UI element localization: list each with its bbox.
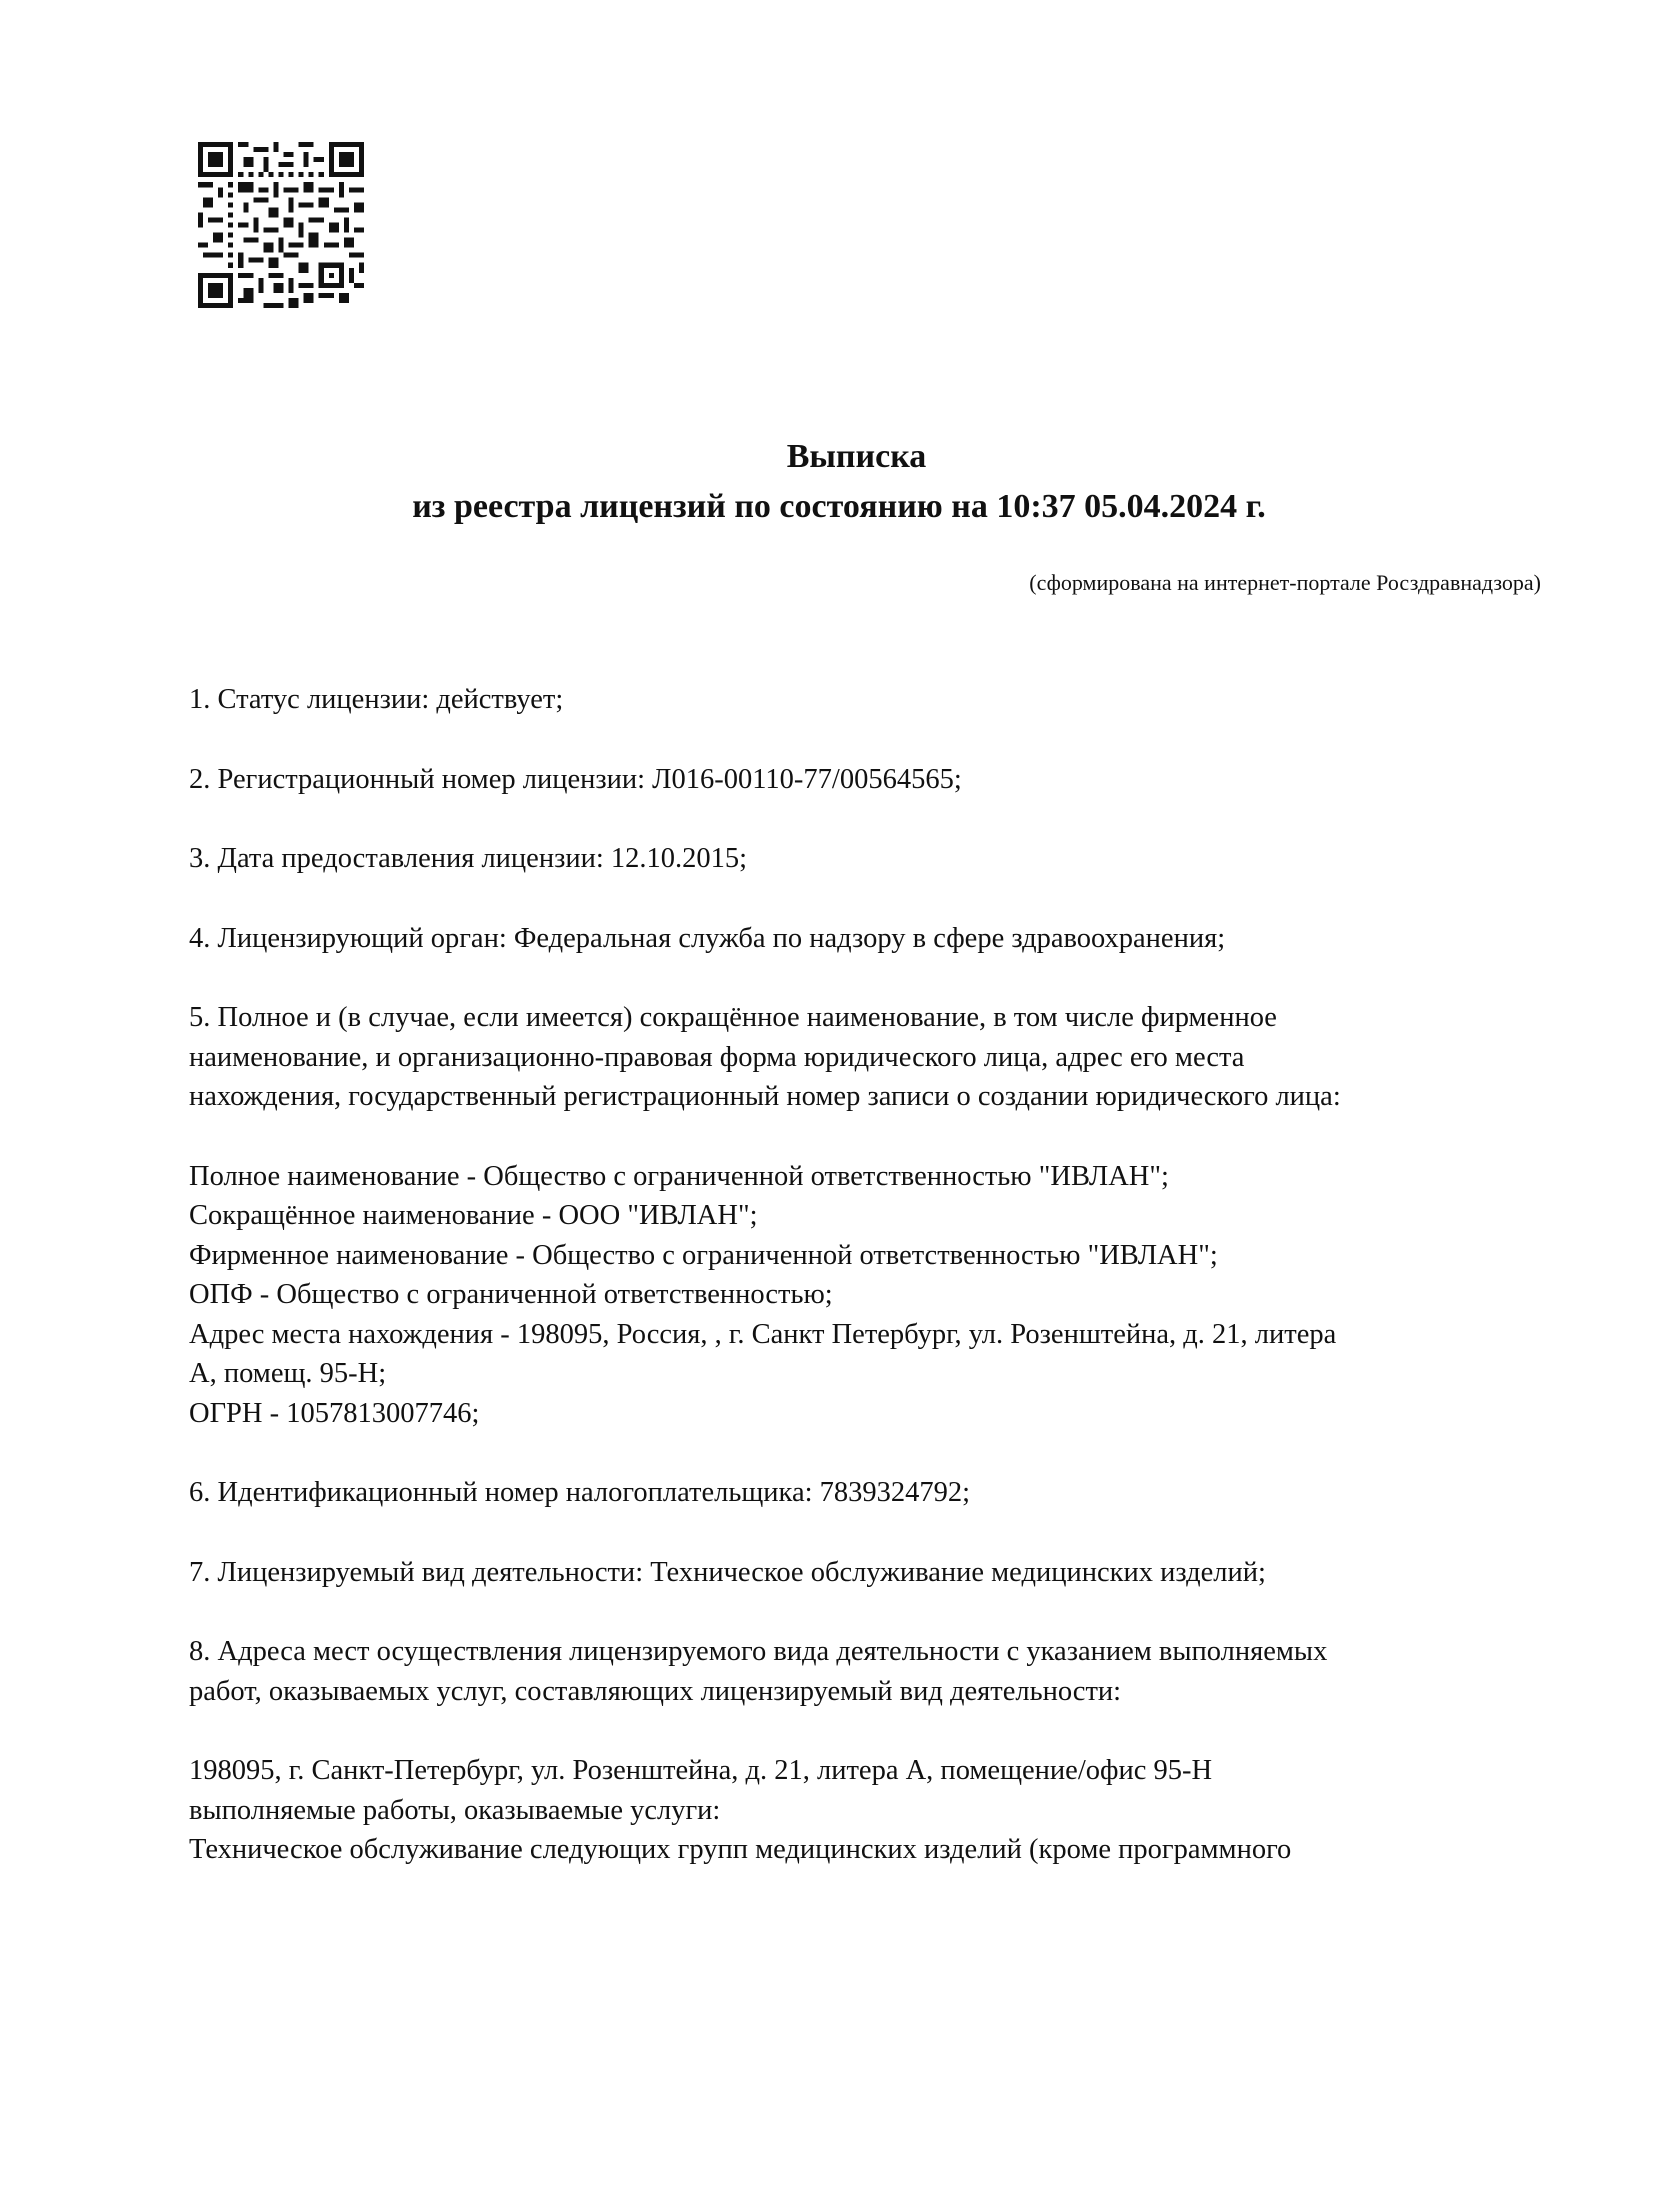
license-authority: 4. Лицензирующий орган: Федеральная служба по надзору в сфере здравоохранения;: [189, 922, 1226, 954]
source-note: (сформирована на интернет-портале Росздравнадзора): [1029, 570, 1541, 595]
org-legal-form: ОПФ - Общество с ограниченной ответственностью;: [189, 1279, 833, 1310]
org-heading-line-2: наименование, и организационно-правовая форма юридического лица, адрес его места: [189, 1041, 1245, 1073]
license-activity: 7. Лицензируемый вид деятельности: Техническое обслуживание медицинских изделий;: [189, 1556, 1266, 1588]
activity-works-text: Техническое обслуживание следующих групп медицинских изделий (кроме программного: [189, 1834, 1292, 1865]
document-title: Выписка: [786, 438, 927, 475]
document-subtitle: из реестра лицензий по состоянию на 10:37 05.04.2024 г.: [412, 488, 1266, 525]
org-short-name: Сокращённое наименование - ООО "ИВЛАН";: [189, 1200, 758, 1231]
document-title-block: [0, 432, 1653, 532]
license-reg-number: 2. Регистрационный номер лицензии: Л016-00110-77/00564565;: [189, 763, 962, 795]
org-heading-line-3: нахождения, государственный регистрационный номер записи о создании юридического лица:: [189, 1081, 1341, 1112]
qr-code-icon: [198, 142, 364, 308]
addresses-heading-line-2: работ, оказываемых услуг, составляющих лицензируемый вид деятельности:: [189, 1675, 1122, 1707]
org-ogrn: ОГРН - 1057813007746;: [189, 1397, 480, 1429]
activity-address: 198095, г. Санкт-Петербург, ул. Розенштейна, д. 21, литера А, помещение/офис 95-Н: [189, 1755, 1213, 1786]
org-full-name: Полное наименование - Общество с ограниченной ответственностью "ИВЛАН";: [189, 1160, 1169, 1192]
license-date: 3. Дата предоставления лицензии: 12.10.2015;: [189, 843, 748, 874]
org-address-line-2: А, помещ. 95-Н;: [189, 1358, 387, 1389]
org-inn: 6. Идентификационный номер налогоплательщика: 7839324792;: [189, 1477, 971, 1508]
org-brand-name: Фирменное наименование - Общество с ограниченной ответственностью "ИВЛАН";: [189, 1239, 1218, 1271]
addresses-heading-line-1: 8. Адреса мест осуществления лицензируемого вида деятельности с указанием выполняемых: [189, 1636, 1328, 1667]
org-heading-line-1: 5. Полное и (в случае, если имеется) сокращённое наименование, в том числе фирменное: [189, 1002, 1277, 1033]
activity-works-label: выполняемые работы, оказываемые услуги:: [189, 1794, 721, 1826]
org-address-line-1: Адрес места нахождения - 198095, Россия, , г. Санкт Петербург, ул. Розенштейна, д. 21, литера: [189, 1318, 1337, 1350]
license-status: 1. Статус лицензии: действует;: [189, 684, 564, 715]
document-body: [189, 680, 1549, 1870]
